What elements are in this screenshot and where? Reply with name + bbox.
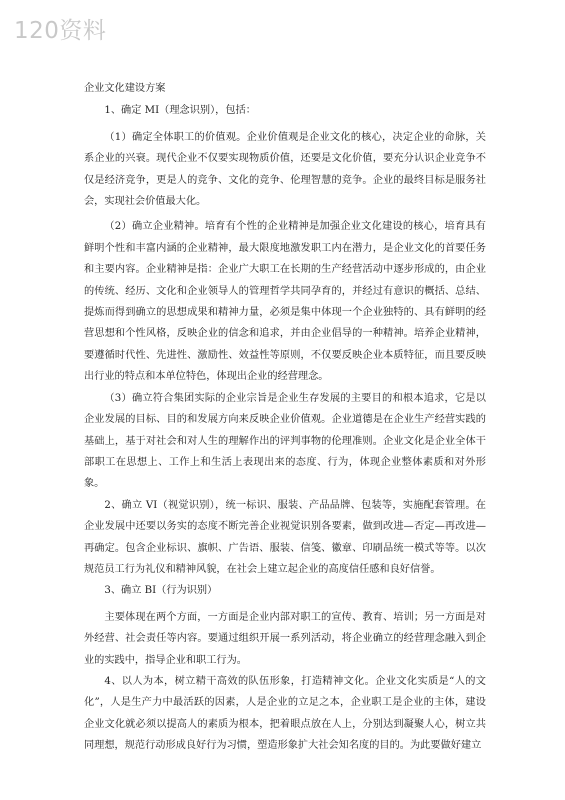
paragraph-purpose: （3）确立符合集团实际的企业宗旨是企业生存发展的主要目的和根本追求，它是以企业发展的目标、目的和发展方向来反映企业价值观。企业道德是在企业生产经营实践的基础上，基于对社会和对人生的理解作出的评判事物的伦理准则。企业文化是企业全体干部职工在思想上、工作上和生活上表现出来的态度、行为，体现企业整体素质和对外形象。 (84, 392, 486, 490)
paragraph-spirit: （2）确立企业精神。培育有个性的企业精神是加强企业文化建设的核心，培育具有鲜明个性和丰富内涵的企业精神，最大限度地激发职工内在潜力，是企业文化的首要任务和主要内容。企业精神是指：企业广大职工在长期的生产经营活动中逐步形成的，由企业的传统、经历、文化和企业领导人的管理哲学共同孕育的，并经过有意识的概括、总结、提炼而得到确立的思想成果和精神力量，必须是集中体现一个企业独特的、具有鲜明的经营思想和个性风格，反映企业的信念和追求，并由企业倡导的一种精神。培养企业精神，要遵循时代性、先进性、激励性、效益性等原则，不仅要反映企业本质特征，而且要反映出行业的特点和本单位特色，体现出企业的经营理念。 (84, 221, 486, 383)
paragraph-people: 4、以人为本，树立精干高效的队伍形象，打造精神文化。企业文化实质是“人的文化”，人是生产力中最活跃的因素，人是企业的立足之本，企业职工是企业的主体，建设企业文化就必须以提高人的素质为根本，把着眼点放在人上，分别达到凝聚人心，树立共同理想，规范行动形成良好行为习惯，塑造形象扩大社会知名度的目的。为此要做好建立 (84, 675, 486, 752)
section-1-heading: 1、确定 MI（理念识别），包括： (104, 105, 256, 117)
paragraph-bi: 主要体现在两个方面，一方面是企业内部对职工的宣传、教育、培训；另一方面是对外经营、社会责任等内容。要通过组织开展一系列活动，将企业确立的经营理念融入到企业的实践中，指导企业和职工行为。 (84, 611, 486, 666)
document-body (84, 78, 486, 757)
watermark-logo: 120资料 (14, 18, 107, 44)
paragraph-vi: 2、确立 VI（视觉识别），统一标识、服装、产品品牌、包装等，实施配套管理。在企业发展中还要以务实的态度不断完善企业视觉识别各要素，做到改进—否定—再改进—再确定。包含企业标识、旗帜、广告语、服装、信笺、徽章、印刷品统一模式等等。以次规范员工行为礼仪和精神风貌，在社会上建立起企业的高度信任感和良好信誉。 (84, 499, 486, 575)
paragraph-values: （1）确定全体职工的价值观。企业价值观是企业文化的核心，决定企业的命脉，关系企业的兴衰。现代企业不仅要实现物质价值，还要是文化价值，要充分认识企业竞争不仅是经济竞争，更是人的竞争、文化的竞争、伦理智慧的竞争。企业的最终目标是服务社会，实现社会价值最大化。 (84, 131, 486, 208)
document-title: 企业文化建设方案 (84, 83, 166, 94)
section-3-heading: 3、确立 BI（行为识别） (104, 585, 218, 597)
